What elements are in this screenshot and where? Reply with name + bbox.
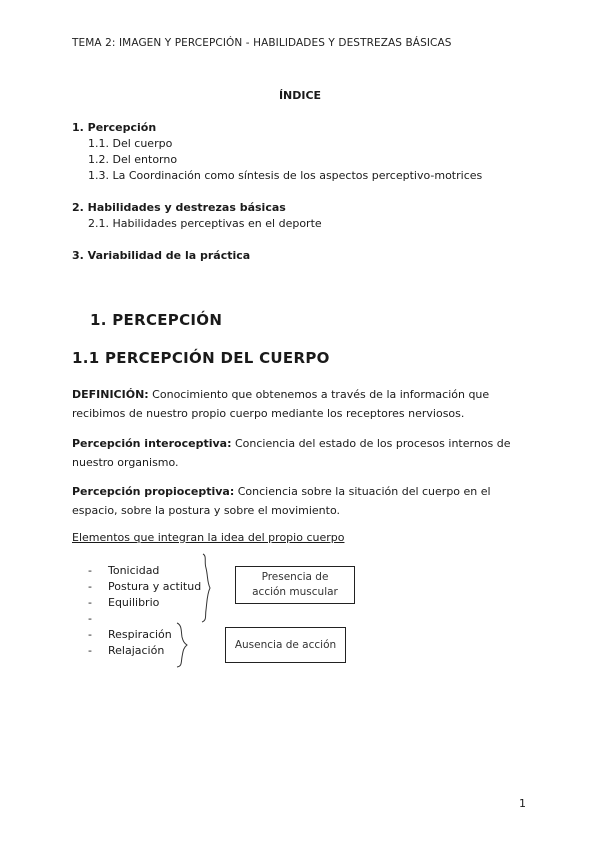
bullet-item: - Postura y actitud (88, 580, 202, 593)
index-section-2: 2. Habilidades y destrezas básicas (72, 201, 286, 214)
proprioceptive-paragraph (72, 482, 532, 520)
index-item-1-3: 1.3. La Coordinación como síntesis de los aspectos perceptivo-motrices (88, 169, 483, 182)
interoceptive-text: Conciencia del estado de los procesos internos de nuestro organismo. (72, 437, 511, 469)
index-section-1: 1. Percepción (72, 121, 157, 134)
bullet-text: Postura y actitud (108, 580, 202, 593)
bullet-text: Respiración (108, 628, 172, 641)
elements-title: Elementos que integran la idea del propio cuerpo (72, 531, 345, 544)
box-line: acción muscular (252, 586, 338, 598)
bullet-item: - Respiración (88, 628, 172, 641)
bullet-item: - Relajación (88, 644, 165, 657)
definition-text: Conocimiento que obtenemos a través de la información que recibimos de nuestro propio cuerpo mediante los receptores nerviosos. (72, 388, 490, 420)
muscle-action-box (235, 566, 355, 604)
bullet-text: Equilibrio (108, 596, 160, 609)
interoceptive-term: Percepción interoceptiva: (72, 437, 232, 450)
bullet-item: - Tonicidad (88, 564, 160, 577)
index-title: ÍNDICE (278, 89, 322, 102)
interoceptive-paragraph (72, 434, 532, 472)
bullet-text: Relajación (108, 644, 165, 657)
definition-term: DEFINICIÓN: (72, 388, 149, 401)
bullet-item: - Equilibrio (88, 596, 160, 609)
proprioceptive-text: Conciencia sobre la situación del cuerpo en el espacio, sobre la postura y sobre el movimiento. (72, 485, 491, 517)
definition-paragraph (72, 385, 532, 423)
index-item-1-1: 1.1. Del cuerpo (88, 137, 173, 150)
index-item-1-2: 1.2. Del entorno (88, 153, 178, 166)
bullet-text: Tonicidad (108, 564, 160, 577)
page-header: TEMA 2: IMAGEN Y PERCEPCIÓN - HABILIDADES Y DESTREZAS BÁSICAS (72, 37, 452, 49)
index-item-2-1: 2.1. Habilidades perceptivas en el deporte (88, 217, 322, 230)
box-line: Presencia de (261, 571, 329, 583)
no-action-box: Ausencia de acción (225, 627, 346, 663)
index-section-3: 3. Variabilidad de la práctica (72, 249, 251, 262)
subsection-heading: 1.1 PERCEPCIÓN DEL CUERPO (72, 349, 330, 367)
curly-brace-icon (174, 621, 192, 669)
section-heading: 1. PERCEPCIÓN (90, 311, 223, 329)
bullet-item: - (88, 612, 92, 625)
page-number: 1 (519, 797, 526, 810)
curly-brace-icon (198, 552, 216, 624)
proprioceptive-term: Percepción propioceptiva: (72, 485, 235, 498)
